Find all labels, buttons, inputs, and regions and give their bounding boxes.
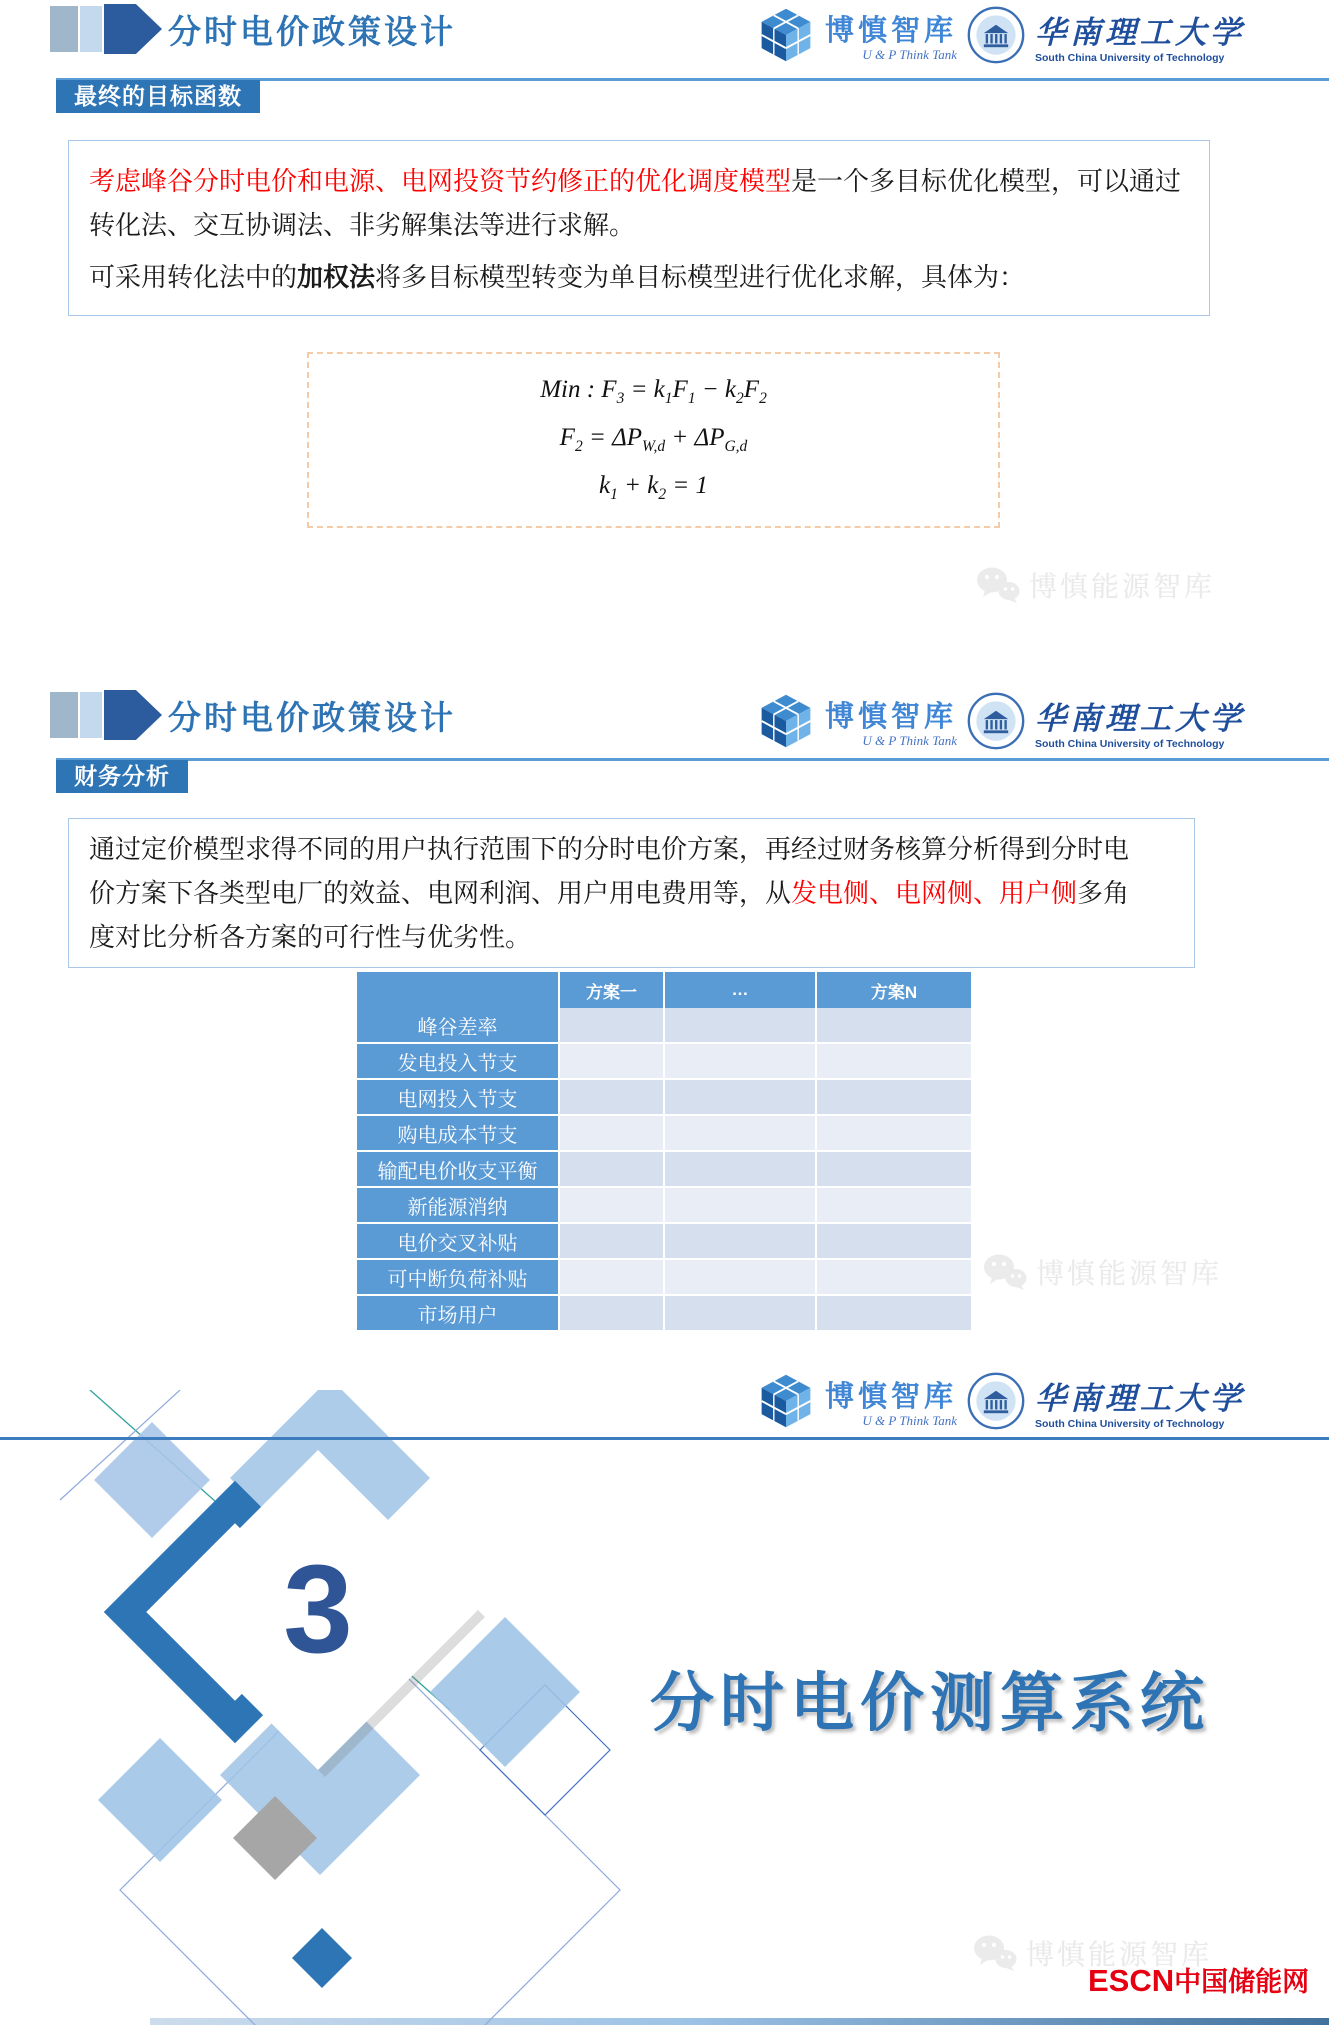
formula-box — [307, 352, 1000, 528]
table-cell — [665, 1188, 815, 1222]
thinktank-tagline: U & P Think Tank — [862, 732, 957, 748]
scut-seal-icon — [966, 691, 1026, 751]
thinktank-name: 博慎智库 — [824, 700, 957, 733]
table-cell — [560, 1188, 663, 1222]
table-cell — [560, 1008, 663, 1042]
university-wordmark — [1035, 1373, 1245, 1430]
table-cell — [665, 1260, 815, 1294]
table-cell — [817, 1116, 971, 1150]
highlight-red-text: 考虑峰谷分时电价和电源、电网投资节约修正的优化调度模型 — [89, 166, 792, 196]
watermark-text: 博慎能源智库 — [1026, 1939, 1213, 1970]
header-deco — [50, 4, 165, 54]
table-header-cell: … — [665, 972, 815, 1008]
logo-block — [756, 689, 1245, 753]
university-wordmark — [1035, 7, 1245, 64]
table-cell — [817, 1188, 971, 1222]
table-cell — [665, 1008, 815, 1042]
table-cell — [560, 1260, 663, 1294]
page-title: 分时电价政策设计 — [168, 699, 456, 736]
table-row-label: 可中断负荷补贴 — [357, 1260, 558, 1294]
paragraph — [89, 827, 1137, 959]
objective-text-box — [68, 140, 1210, 316]
section-number: 3 — [283, 1540, 353, 1679]
up-thinktank-cube-logo-icon — [756, 691, 816, 751]
table-cell — [665, 1044, 815, 1078]
table-cell — [817, 1008, 971, 1042]
wechat-icon — [975, 566, 1021, 604]
finance-text-box — [68, 818, 1195, 968]
slide2-header — [0, 686, 1329, 789]
thinktank-name: 博慎智库 — [824, 1380, 957, 1413]
thinktank-wordmark — [825, 8, 957, 63]
table-cell — [817, 1044, 971, 1078]
highlight-red-text: 发电侧、电网侧、用户侧 — [791, 878, 1078, 908]
formula-line: $k_1 + k_2 = 1$ — [599, 472, 708, 503]
body-text: 是一个多目标优化模型，可以通过转化法、交互协调法、非劣解集法等进行求解。 — [89, 166, 1182, 240]
table-row-label: 电价交叉补贴 — [357, 1224, 558, 1258]
table-cell — [665, 1296, 815, 1330]
table-cell — [560, 1296, 663, 1330]
up-thinktank-cube-logo-icon — [756, 1371, 816, 1431]
wechat-icon — [972, 1934, 1018, 1972]
escn-logo-en: ESCN — [1088, 1963, 1175, 1998]
table-cell — [817, 1080, 971, 1114]
table-cell — [560, 1152, 663, 1186]
page-title: 分时电价政策设计 — [168, 13, 456, 50]
thinktank-name: 博慎智库 — [824, 14, 957, 47]
section-title: 分时电价测算系统 — [650, 1667, 1210, 1739]
header-rule — [56, 758, 1329, 761]
header-deco-square-gray-icon — [50, 692, 78, 738]
formula-line: $F_2 = \Delta P_{W,d} + \Delta P_{G,d}$ — [559, 424, 748, 455]
table-cell — [665, 1116, 815, 1150]
table-cell — [560, 1224, 663, 1258]
paragraph — [89, 159, 1199, 247]
table-cell — [817, 1260, 971, 1294]
university-tagline: South China University of Technology — [1035, 737, 1225, 750]
university-name: 华南理工大学 — [1035, 1380, 1245, 1416]
university-name: 华南理工大学 — [1035, 700, 1245, 736]
table-cell — [560, 1080, 663, 1114]
header-deco-square-gray-icon — [50, 6, 78, 52]
table-row-label: 新能源消纳 — [357, 1188, 558, 1222]
table-header-cell: 方案N — [817, 972, 971, 1008]
watermark-text: 博慎能源智库 — [1036, 1258, 1223, 1289]
table-row-label: 购电成本节支 — [357, 1116, 558, 1150]
university-wordmark — [1035, 693, 1245, 750]
table-cell — [817, 1224, 971, 1258]
scut-seal-icon — [966, 1371, 1026, 1431]
table-cell — [665, 1152, 815, 1186]
table-cell — [817, 1152, 971, 1186]
diamond-blue-small — [292, 1928, 352, 1988]
watermark — [982, 1252, 1222, 1292]
watermark — [975, 565, 1215, 605]
table-row-label: 峰谷差率 — [357, 1008, 558, 1042]
table-corner-cell — [357, 972, 558, 1008]
logo-block — [756, 1369, 1245, 1433]
header-arrow-icon — [104, 690, 162, 740]
escn-logo-cn: 中国储能网 — [1174, 1967, 1310, 1997]
table-row-label: 电网投入节支 — [357, 1080, 558, 1114]
slide1-header — [0, 0, 1329, 109]
table-header-cell: 方案一 — [560, 972, 663, 1008]
watermark-text: 博慎能源智库 — [1029, 571, 1216, 602]
section-badge: 财务分析 — [56, 760, 188, 793]
header-deco — [50, 690, 165, 740]
university-name: 华南理工大学 — [1035, 14, 1245, 50]
table-row-label: 输配电价收支平衡 — [357, 1152, 558, 1186]
header-arrow-icon — [104, 4, 162, 54]
thinktank-tagline: U & P Think Tank — [862, 46, 957, 62]
formula-lines — [540, 376, 767, 504]
logo-block — [756, 3, 1245, 67]
body-text: 通过定价模型求得不同的用户执行范围下的分时电价方案，再经过财务核算分析得到分时电价方案下各类型电厂的效益、电网利润、用户用电费用等，从 — [89, 834, 1130, 908]
body-text: 将多目标模型转变为单目标模型进行优化求解，具体为： — [375, 262, 1026, 292]
diamond-light — [98, 1738, 222, 1862]
table-cell — [560, 1116, 663, 1150]
table-cell — [665, 1080, 815, 1114]
header-deco-square-light-icon — [80, 6, 102, 52]
table-cell — [665, 1224, 815, 1258]
table-row-label: 市场用户 — [357, 1296, 558, 1330]
financial-table — [357, 972, 971, 1330]
section-decoration — [20, 1390, 660, 2025]
thinktank-wordmark — [825, 1374, 957, 1429]
scut-seal-icon — [966, 5, 1026, 65]
table-cell — [560, 1044, 663, 1078]
escn-logo — [1088, 1960, 1309, 1999]
divider-rule — [0, 1437, 1329, 1440]
table-cell — [817, 1296, 971, 1330]
wechat-icon — [982, 1253, 1028, 1291]
thinktank-wordmark — [825, 694, 957, 749]
formula-line: Min : $F_3 = k_1F_1 - k_2F_2$ — [540, 376, 767, 407]
university-tagline: South China University of Technology — [1035, 51, 1225, 64]
section-badge: 最终的目标函数 — [56, 80, 260, 113]
paragraph — [89, 255, 1199, 299]
table-row-label: 发电投入节支 — [357, 1044, 558, 1078]
university-tagline: South China University of Technology — [1035, 1417, 1225, 1430]
up-thinktank-cube-logo-icon — [756, 5, 816, 65]
body-text: 多角度对比分析各方案的可行性与优劣性。 — [89, 878, 1130, 952]
body-text: 可采用转化法中的 — [89, 262, 298, 292]
bold-text: 加权法 — [297, 262, 376, 292]
header-deco-square-light-icon — [80, 692, 102, 738]
thinktank-tagline: U & P Think Tank — [862, 1412, 957, 1428]
